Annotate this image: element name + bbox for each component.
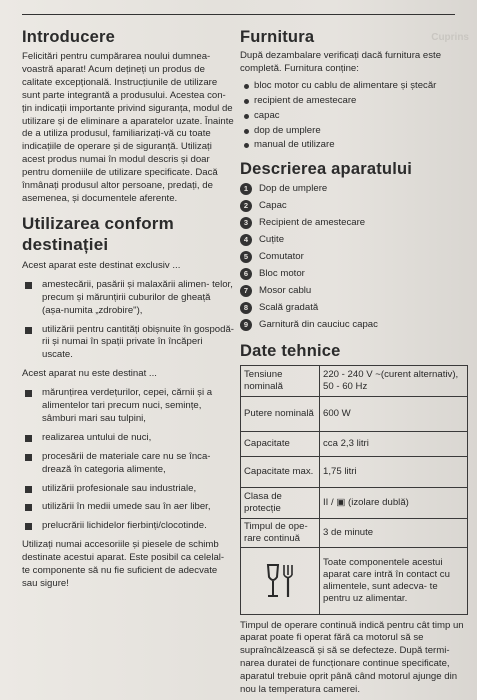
square-bullet-icon	[25, 327, 32, 334]
list-item: utilizării profesionale sau industriale,	[22, 483, 234, 496]
number-badge: 1	[240, 183, 252, 195]
dot-bullet-icon	[244, 143, 249, 148]
part-item: 9 Garnitură din cauciuc capac	[240, 319, 468, 332]
spec-value: 3 de minute	[320, 518, 468, 547]
square-bullet-icon	[25, 486, 32, 493]
table-row	[241, 431, 468, 456]
spec-value: 1,75 litri	[320, 456, 468, 487]
utilizarea-intro: Acest aparat este destinat exclusiv ...	[22, 259, 181, 271]
number-badge: 5	[240, 251, 252, 263]
accessories-warning: Utilizați numai accesoriile și piesele de schimb destinate acestui aparat. Este posibil ca celelal- te componente să nu fie suficient de adecvate sau sigure!	[22, 539, 225, 589]
table-row	[241, 518, 468, 547]
utilizarea-heading: Utilizarea conform destinației	[22, 213, 174, 254]
part-item: 3 Recipient de amestecare	[240, 217, 468, 230]
table-row	[241, 396, 468, 431]
list-item: mărunțirea verdețurilor, cepei, cărnii și a alimentelor tari precum nuci, semințe, sâmburi mari sau tulpini,	[22, 387, 234, 426]
square-bullet-icon	[25, 504, 32, 511]
number-badge: 3	[240, 217, 252, 229]
square-bullet-icon	[25, 435, 32, 442]
spec-key: Putere nominală	[241, 396, 320, 431]
part-item: 7 Mosor cablu	[240, 285, 468, 298]
bleed-through-text: Cuprins	[431, 32, 469, 43]
descriere-heading: Descrierea aparatului	[240, 160, 413, 179]
square-bullet-icon	[25, 523, 32, 530]
introducere-heading: Introducere	[22, 28, 115, 46]
dot-bullet-icon	[244, 129, 249, 134]
glass-fork-icon	[263, 561, 297, 601]
number-badge: 4	[240, 234, 252, 246]
part-item: 1 Dop de umplere	[240, 183, 468, 196]
furnitura-list	[240, 80, 468, 153]
list-item: recipient de amestecare	[240, 95, 468, 108]
food-safe-text: Toate componentele acestui aparat care intră în contact cu alimentele, sunt adecva- te pentru uz alimentar.	[320, 547, 468, 614]
date-tehnice-heading: Date tehnice	[240, 341, 341, 360]
list-item: procesării de materiale care nu se înca- drează în categoria alimente,	[22, 451, 234, 477]
spec-key: Capacitate	[241, 431, 320, 456]
square-bullet-icon	[25, 390, 32, 397]
spec-key: Tensiune nominală	[241, 365, 320, 396]
table-row	[241, 456, 468, 487]
parts-list	[240, 183, 468, 331]
part-item: 5 Comutator	[240, 251, 468, 264]
dot-bullet-icon	[244, 99, 249, 104]
list-item: utilizării pentru cantități obișnuite în gospodă- rii și numai în spații private în încăperi uscate.	[22, 324, 234, 363]
spec-value: 600 W	[320, 396, 468, 431]
table-row	[241, 487, 468, 518]
number-badge: 6	[240, 268, 252, 280]
list-item: prelucrării lichidelor fierbinți/clocotinde.	[22, 520, 234, 533]
part-item: 8 Scală gradată	[240, 302, 468, 315]
spec-value: II / ▣ (izolare dublă)	[320, 487, 468, 518]
introducere-text: Felicitări pentru cumpărarea noului dumnea- voastră aparat! Acum dețineți un produs de calitate excepțională. Instrucțiunile de utilizare sunt parte integrantă a produsului. Acestea con- țin indicații importante privind siguranța, modul de utilizare și de eliminare a aparatelor uzate. Înainte de a utiliza produsul, familiarizați-vă cu toate indicațiile de operare și de siguranță. Utilizați acest produs numai în modul descris și doar pentru domeniile de utilizare specificate. Dacă înmânați produsul altor persoane, predați, de asemenea, și documentele aferente.	[22, 51, 234, 204]
allowed-uses-list	[22, 279, 234, 362]
right-column	[240, 28, 468, 697]
utilizarea-not-intro: Acest aparat nu este destinat ...	[22, 368, 157, 380]
square-bullet-icon	[25, 454, 32, 461]
list-item: bloc motor cu cablu de alimentare și ștecăr	[240, 80, 468, 93]
part-item: 2 Capac	[240, 200, 468, 213]
continuous-operation-note: Timpul de operare continuă indică pentru cât timp un aparat poate fi operat fără ca motorul să se supraîncălzească și să se defecteze. După termi- narea duratei de funcționare continue specificate, aparatul trebuie oprit până când motorul ajunge din nou la temperatura camerei.	[240, 619, 464, 696]
spec-key: Capacitate max.	[241, 456, 320, 487]
spec-key: Clasa de protecție	[241, 487, 320, 518]
left-column	[22, 28, 234, 591]
top-rule	[22, 14, 455, 15]
furnitura-intro: După dezambalare verificați dacă furnitura este completă. Furnitura conține:	[240, 50, 442, 74]
spec-value: cca 2,3 litri	[320, 431, 468, 456]
spec-value: 220 - 240 V ~(curent alternativ), 50 - 60 Hz	[320, 365, 468, 396]
food-safe-icon-cell	[241, 547, 320, 614]
list-item: manual de utilizare	[240, 139, 468, 152]
number-badge: 2	[240, 200, 252, 212]
not-allowed-uses-list	[22, 387, 234, 533]
list-item: dop de umplere	[240, 125, 468, 138]
part-item: 4 Cuțite	[240, 234, 468, 247]
square-bullet-icon	[25, 282, 32, 289]
number-badge: 7	[240, 285, 252, 297]
spec-key: Timpul de ope- rare continuă	[241, 518, 320, 547]
list-item: amestecării, pasării și malaxării alimen- telor, precum și mărunțirii cuburilor de gheață (așa-numita „zdrobire"),	[22, 279, 234, 318]
dot-bullet-icon	[244, 84, 249, 89]
list-item: realizarea untului de nuci,	[22, 432, 234, 445]
table-row	[241, 365, 468, 396]
tech-specs-table	[240, 365, 468, 615]
table-row	[241, 547, 468, 614]
part-item: 6 Bloc motor	[240, 268, 468, 281]
number-badge: 9	[240, 319, 252, 331]
list-item: utilizării în medii umede sau în aer liber,	[22, 501, 234, 514]
dot-bullet-icon	[244, 114, 249, 119]
list-item: capac	[240, 110, 468, 123]
furnitura-heading: Furnitura	[240, 28, 315, 46]
number-badge: 8	[240, 302, 252, 314]
